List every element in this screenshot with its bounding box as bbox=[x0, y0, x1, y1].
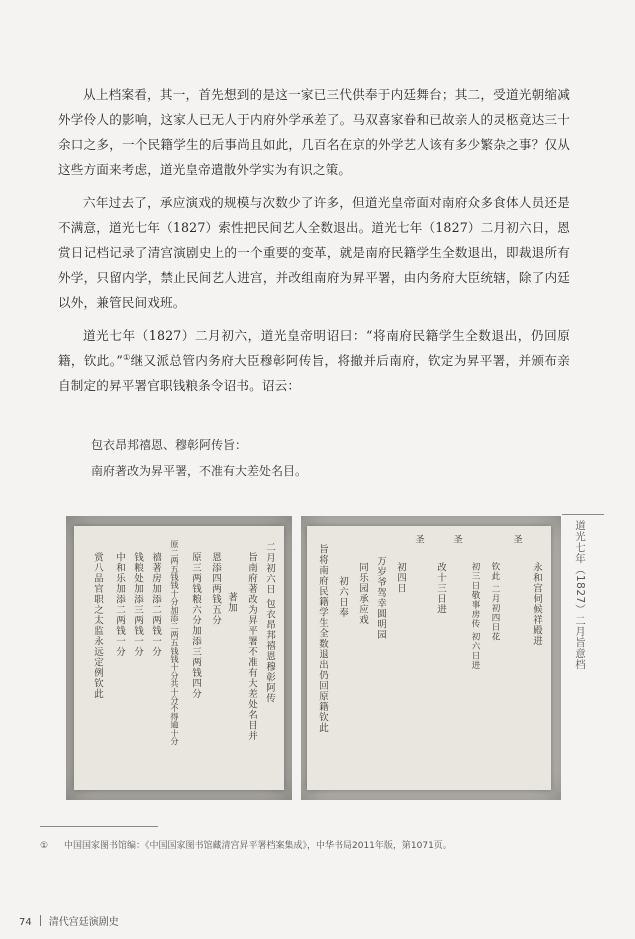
archive-left-column: 旨南府著改为昇平署不准有大差处名目并 bbox=[246, 552, 257, 741]
footnote-text: 中国国家图书馆编：《中国国家图书馆藏清宫昇平署档案集成》，中华书局2011年版，第1071页。 bbox=[64, 841, 452, 851]
archive-right-column: 圣 bbox=[413, 534, 424, 545]
archive-right-column: 初三日敬事房传 初六日进 bbox=[470, 562, 480, 671]
footnote-reference[interactable]: ① bbox=[122, 352, 131, 362]
paragraph-3-part-b: 继又派总管内务府大臣穆彰阿传旨，将撤并后南府，钦定为昇平署，并颁布亲自制定的昇平署官职钱粮条令诏书。诏云： bbox=[58, 353, 570, 393]
figure-caption: 道光七年（1827）二月旨意档 bbox=[574, 520, 586, 670]
archive-right-column: 圣 bbox=[451, 534, 462, 545]
archive-right-column: 万岁爷驾幸圆明园 bbox=[375, 556, 386, 640]
footnote-rule bbox=[40, 826, 158, 827]
archive-left-column: 原二两五钱钱十分加添二两五钱钱十分共十分不得逾十分 bbox=[170, 540, 180, 745]
archive-page-right bbox=[307, 526, 551, 790]
archive-right-column: 旨将南府民籍学生全数退出仍回原籍钦此 bbox=[317, 544, 328, 733]
archive-left-column: 禧著房加添二两钱一分 bbox=[150, 552, 161, 657]
paragraph-3-part-a: 道光七年（1827）二月初六，道光皇帝明诏曰：“将南府民籍学生全数退出，仍回原籍，钦此。” bbox=[58, 328, 570, 368]
paragraph-3 bbox=[58, 323, 570, 398]
paragraph-1: 从上档案看，其一，首先想到的是这一家已三代供奉于内廷舞台；其二，受道光朝缩减外学伶人的影响，这家人已无人于内府外学承差了。马双喜家眷和已故亲人的灵柩竟达三十余口之多，一个民籍学生的后事尚且如此，几百名在京的外学艺人该有多少繁杂之事？仅从这些方面来考虑，道光皇帝遣散外学实为有识之策。 bbox=[58, 87, 570, 177]
archive-right-column: 同乐园承应戏 bbox=[357, 562, 368, 625]
archive-right-column: 初六日奉 bbox=[337, 576, 348, 618]
archive-left-column: 原三两钱粮六分加添三两钱四分 bbox=[190, 552, 201, 699]
archive-left-column: 赏八品官职之太监永远定例钦此 bbox=[92, 552, 103, 699]
running-title: 清代宫廷演剧史 bbox=[48, 917, 119, 928]
archive-page-left bbox=[74, 526, 284, 790]
archive-right-column: 钦此 二月初四日花 bbox=[490, 562, 500, 642]
archive-plate-left bbox=[66, 516, 292, 800]
quote-line-1: 包衣昂邦禧恩、穆彰阿传旨： bbox=[91, 438, 248, 452]
page-number: 74 bbox=[19, 917, 32, 928]
folio-divider bbox=[40, 915, 41, 926]
footnote-number: ① bbox=[40, 841, 49, 851]
archive-left-column: 恩添四两钱五分 bbox=[210, 552, 221, 626]
archive-left-column: 二月初六日 包衣昂邦禧恩穆彰阿传 bbox=[264, 542, 275, 704]
footnote bbox=[40, 838, 600, 851]
archive-right-column: 改十三日进 bbox=[435, 562, 446, 615]
archive-right-column: 圣 bbox=[511, 534, 522, 545]
caption-rule bbox=[562, 514, 604, 515]
archive-right-column: 永和宫伺候祥殿进 bbox=[531, 562, 542, 646]
archive-plate-right bbox=[301, 516, 561, 800]
archive-left-column: 中和乐加添二两钱一分 bbox=[114, 552, 125, 657]
archive-right-column: 初四日 bbox=[395, 562, 406, 594]
archive-left-column: 著加 bbox=[226, 592, 237, 613]
quote-line-2: 南府著改为昇平署，不准有大差处名目。 bbox=[91, 464, 308, 478]
paragraph-2: 六年过去了，承应演戏的规模与次数少了许多，但道光皇帝面对南府众多食体人员还是不满意，道光七年（1827）索性把民间艺人全数退出。道光七年（1827）二月初六日，恩赏日记档记录了清宫演剧史上的一个重要的变革，就是南府民籍学生全数退出，即裁退所有外学，只留内学，禁止民间艺人进宫，并改组南府为昇平署，由内务府大臣统辖，除了内廷以外，兼管民间戏班。 bbox=[58, 195, 570, 310]
archive-left-column: 钱粮处加添三两钱一分 bbox=[132, 552, 143, 657]
page-footer bbox=[19, 913, 119, 928]
